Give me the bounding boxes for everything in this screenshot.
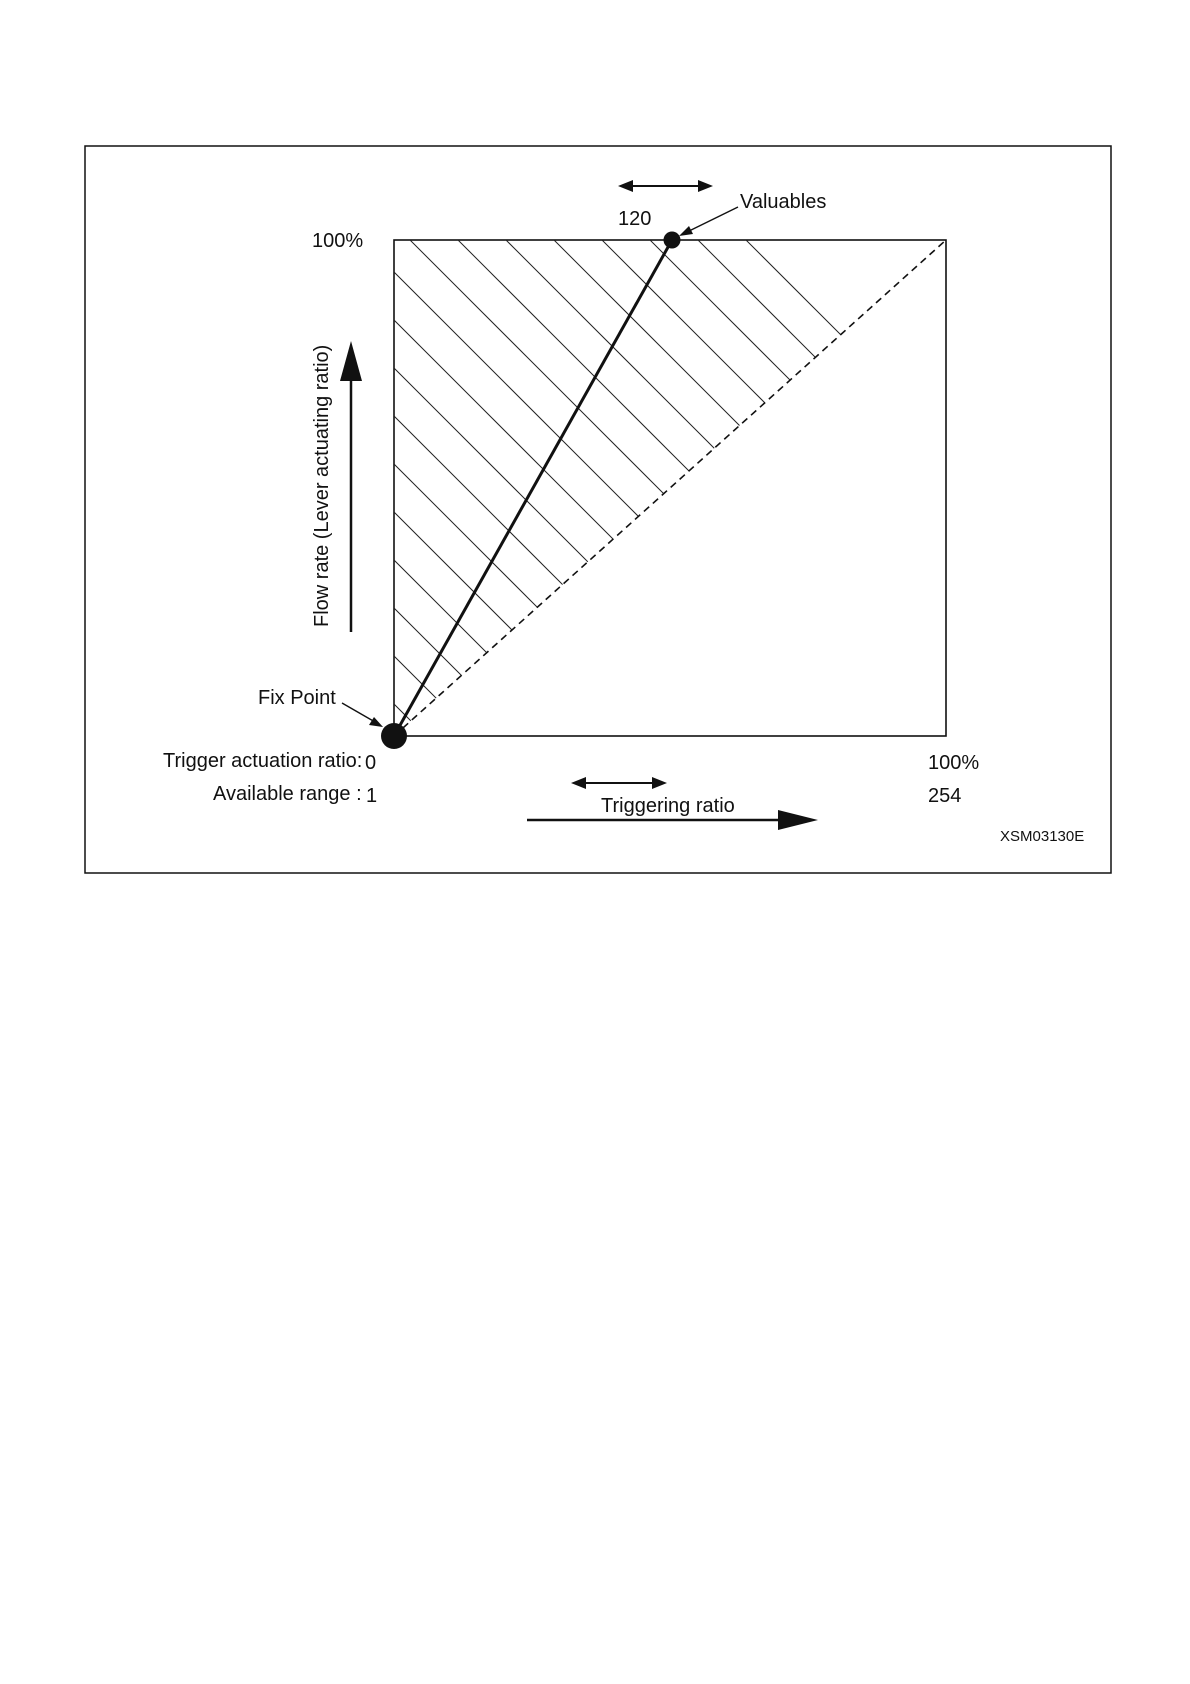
fix-point-pointer-arrowhead <box>369 717 383 727</box>
hatch-line <box>394 368 946 920</box>
hatch-line <box>394 752 946 1304</box>
hatch-line <box>394 416 946 968</box>
y-axis-arrow-icon <box>340 341 362 632</box>
trigger-ratio-label: Trigger actuation ratio: <box>163 750 363 772</box>
variable-point-dot <box>664 232 681 249</box>
fix-point-label: Fix Point <box>258 687 336 709</box>
hatch-line <box>394 320 946 872</box>
hatch-line <box>394 512 946 1064</box>
available-range-label: Available range : <box>213 783 362 805</box>
fix-point-dot <box>381 723 407 749</box>
hatch-line <box>394 32 946 584</box>
trigger-ratio-value: 0 <box>365 752 377 774</box>
x-axis-title: Triggering ratio <box>601 795 735 817</box>
hatch-line <box>394 560 946 1112</box>
bottom-adjust-arrow-icon <box>571 777 667 789</box>
y-max-label: 100% <box>312 230 364 252</box>
hatch-line <box>394 896 946 1448</box>
hatch-line <box>394 0 946 440</box>
hatch-line <box>394 944 946 1496</box>
hatch-line <box>394 1088 946 1640</box>
hatch-line <box>394 128 946 680</box>
hatch-line <box>394 224 946 776</box>
hatch-line <box>394 464 946 1016</box>
hatch-line <box>394 800 946 1352</box>
hatch-line <box>394 608 946 1160</box>
hatch-line <box>394 0 946 536</box>
hatch-line <box>394 1040 946 1592</box>
variable-value-label: 120 <box>618 208 652 230</box>
figure-code: XSM03130E <box>1000 828 1085 845</box>
dashed-boundary-line <box>394 240 946 736</box>
fix-point-pointer-line <box>342 703 375 722</box>
hatch-line <box>394 272 946 824</box>
top-adjust-arrow-icon <box>618 180 713 192</box>
x-max-value: 254 <box>928 785 962 807</box>
variable-pointer-line <box>685 207 738 233</box>
available-range-value: 1 <box>366 785 378 807</box>
hatch-line <box>394 656 946 1208</box>
hatch-line <box>394 704 946 1256</box>
hatch-line <box>394 992 946 1544</box>
hatch-line <box>394 848 946 1400</box>
hatch-line <box>394 176 946 728</box>
hatch-line <box>394 80 946 632</box>
y-axis-title: Flow rate (Lever actuating ratio) <box>311 344 333 627</box>
variable-pointer-arrowhead <box>679 226 693 236</box>
variable-label: Valuables <box>740 191 827 213</box>
x-max-label: 100% <box>928 752 980 774</box>
